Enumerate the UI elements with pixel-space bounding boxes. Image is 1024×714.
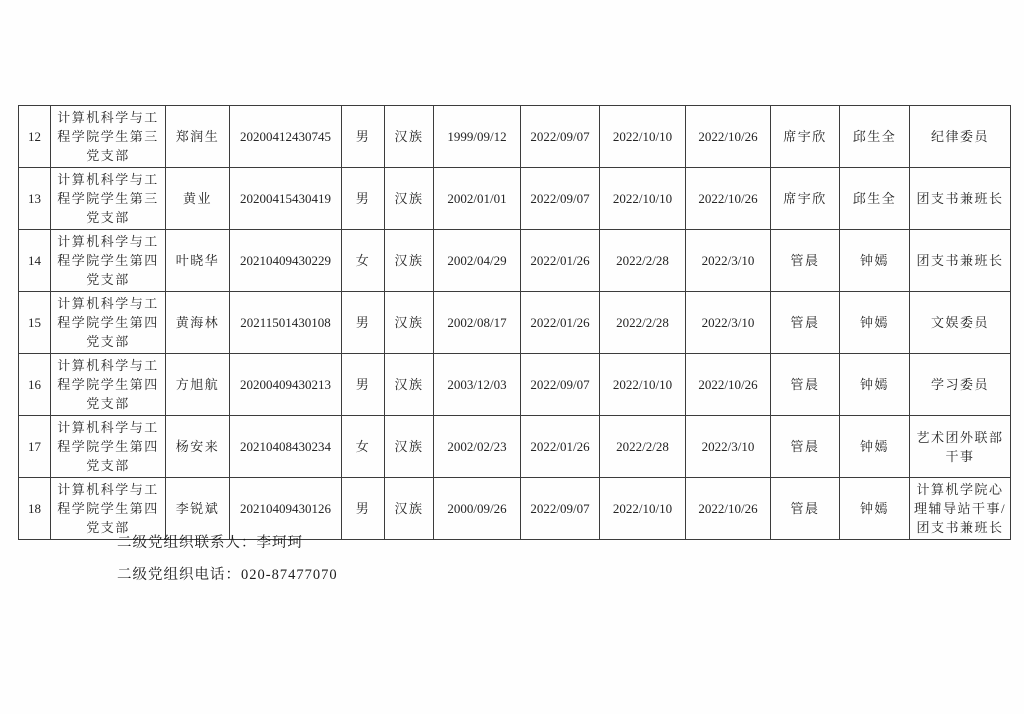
cell-contact-1: 管晨 [771, 230, 840, 292]
cell-birth-date: 1999/09/12 [434, 106, 521, 168]
cell-birth-date: 2002/02/23 [434, 416, 521, 478]
cell-join-date-1: 2022/01/26 [521, 230, 600, 292]
cell-branch: 计算机科学与工程学院学生第四党支部 [51, 230, 166, 292]
cell-student-id: 20200412430745 [230, 106, 342, 168]
cell-birth-date: 2002/04/29 [434, 230, 521, 292]
cell-ethnicity: 汉族 [385, 292, 434, 354]
cell-contact-2: 钟嫣 [840, 292, 910, 354]
cell-ethnicity: 汉族 [385, 354, 434, 416]
cell-join-date-1: 2022/01/26 [521, 416, 600, 478]
secondary-org-contact-value: 李珂珂 [256, 535, 303, 551]
cell-join-date-3: 2022/3/10 [686, 416, 771, 478]
cell-name: 李锐斌 [166, 478, 230, 540]
cell-contact-2: 钟嫣 [840, 230, 910, 292]
cell-contact-1: 席宇欣 [771, 106, 840, 168]
cell-join-date-2: 2022/2/28 [600, 230, 686, 292]
cell-student-id: 20200415430419 [230, 168, 342, 230]
cell-birth-date: 2003/12/03 [434, 354, 521, 416]
cell-contact-1: 席宇欣 [771, 168, 840, 230]
cell-contact-1: 管晨 [771, 478, 840, 540]
cell-name: 黄业 [166, 168, 230, 230]
cell-ethnicity: 汉族 [385, 106, 434, 168]
cell-branch: 计算机科学与工程学院学生第四党支部 [51, 416, 166, 478]
cell-contact-1: 管晨 [771, 416, 840, 478]
cell-name: 杨安来 [166, 416, 230, 478]
cell-join-date-1: 2022/09/07 [521, 478, 600, 540]
cell-contact-2: 钟嫣 [840, 478, 910, 540]
cell-position: 纪律委员 [910, 106, 1011, 168]
cell-position: 团支书兼班长 [910, 168, 1011, 230]
cell-no: 12 [19, 106, 51, 168]
cell-student-id: 20210409430126 [230, 478, 342, 540]
cell-branch: 计算机科学与工程学院学生第三党支部 [51, 168, 166, 230]
cell-no: 15 [19, 292, 51, 354]
cell-position: 文娱委员 [910, 292, 1011, 354]
cell-student-id: 20211501430108 [230, 292, 342, 354]
cell-ethnicity: 汉族 [385, 416, 434, 478]
cell-name: 叶晓华 [166, 230, 230, 292]
secondary-org-contact-line [117, 531, 303, 552]
secondary-org-phone-line [117, 563, 338, 584]
cell-position: 学习委员 [910, 354, 1011, 416]
cell-join-date-2: 2022/10/10 [600, 354, 686, 416]
member-table-body [19, 106, 1011, 540]
cell-position: 艺术团外联部干事 [910, 416, 1011, 478]
cell-name: 黄海林 [166, 292, 230, 354]
cell-ethnicity: 汉族 [385, 230, 434, 292]
cell-gender: 男 [342, 478, 385, 540]
cell-join-date-2: 2022/2/28 [600, 416, 686, 478]
cell-birth-date: 2002/01/01 [434, 168, 521, 230]
secondary-org-contact-label: 二级党组织联系人： [117, 535, 257, 551]
cell-gender: 男 [342, 168, 385, 230]
table-row [19, 416, 1011, 478]
table-row [19, 354, 1011, 416]
cell-position: 团支书兼班长 [910, 230, 1011, 292]
cell-join-date-2: 2022/10/10 [600, 106, 686, 168]
cell-no: 13 [19, 168, 51, 230]
cell-join-date-3: 2022/10/26 [686, 168, 771, 230]
cell-branch: 计算机科学与工程学院学生第四党支部 [51, 354, 166, 416]
cell-join-date-2: 2022/10/10 [600, 168, 686, 230]
table-row [19, 230, 1011, 292]
cell-contact-2: 邱生全 [840, 106, 910, 168]
secondary-org-phone-value: 020-87477070 [241, 567, 338, 583]
cell-contact-1: 管晨 [771, 354, 840, 416]
cell-join-date-1: 2022/01/26 [521, 292, 600, 354]
cell-student-id: 20200409430213 [230, 354, 342, 416]
cell-no: 18 [19, 478, 51, 540]
cell-join-date-3: 2022/3/10 [686, 230, 771, 292]
cell-contact-2: 钟嫣 [840, 354, 910, 416]
cell-no: 14 [19, 230, 51, 292]
table-row [19, 168, 1011, 230]
cell-join-date-3: 2022/10/26 [686, 478, 771, 540]
table-row [19, 292, 1011, 354]
cell-contact-1: 管晨 [771, 292, 840, 354]
cell-join-date-1: 2022/09/07 [521, 106, 600, 168]
cell-branch: 计算机科学与工程学院学生第四党支部 [51, 478, 166, 540]
cell-contact-2: 邱生全 [840, 168, 910, 230]
cell-birth-date: 2002/08/17 [434, 292, 521, 354]
cell-gender: 男 [342, 106, 385, 168]
cell-ethnicity: 汉族 [385, 478, 434, 540]
cell-join-date-1: 2022/09/07 [521, 354, 600, 416]
cell-join-date-3: 2022/10/26 [686, 106, 771, 168]
cell-student-id: 20210408430234 [230, 416, 342, 478]
cell-gender: 女 [342, 230, 385, 292]
cell-position: 计算机学院心理辅导站干事/团支书兼班长 [910, 478, 1011, 540]
cell-ethnicity: 汉族 [385, 168, 434, 230]
cell-branch: 计算机科学与工程学院学生第四党支部 [51, 292, 166, 354]
cell-join-date-1: 2022/09/07 [521, 168, 600, 230]
table-row [19, 106, 1011, 168]
cell-join-date-3: 2022/10/26 [686, 354, 771, 416]
cell-student-id: 20210409430229 [230, 230, 342, 292]
cell-no: 16 [19, 354, 51, 416]
cell-birth-date: 2000/09/26 [434, 478, 521, 540]
cell-gender: 男 [342, 354, 385, 416]
cell-gender: 女 [342, 416, 385, 478]
cell-join-date-2: 2022/2/28 [600, 292, 686, 354]
cell-no: 17 [19, 416, 51, 478]
cell-join-date-3: 2022/3/10 [686, 292, 771, 354]
cell-gender: 男 [342, 292, 385, 354]
cell-contact-2: 钟嫣 [840, 416, 910, 478]
cell-name: 郑润生 [166, 106, 230, 168]
party-member-table [18, 105, 1011, 540]
cell-join-date-2: 2022/10/10 [600, 478, 686, 540]
secondary-org-phone-label: 二级党组织电话： [117, 567, 241, 583]
cell-name: 方旭航 [166, 354, 230, 416]
cell-branch: 计算机科学与工程学院学生第三党支部 [51, 106, 166, 168]
